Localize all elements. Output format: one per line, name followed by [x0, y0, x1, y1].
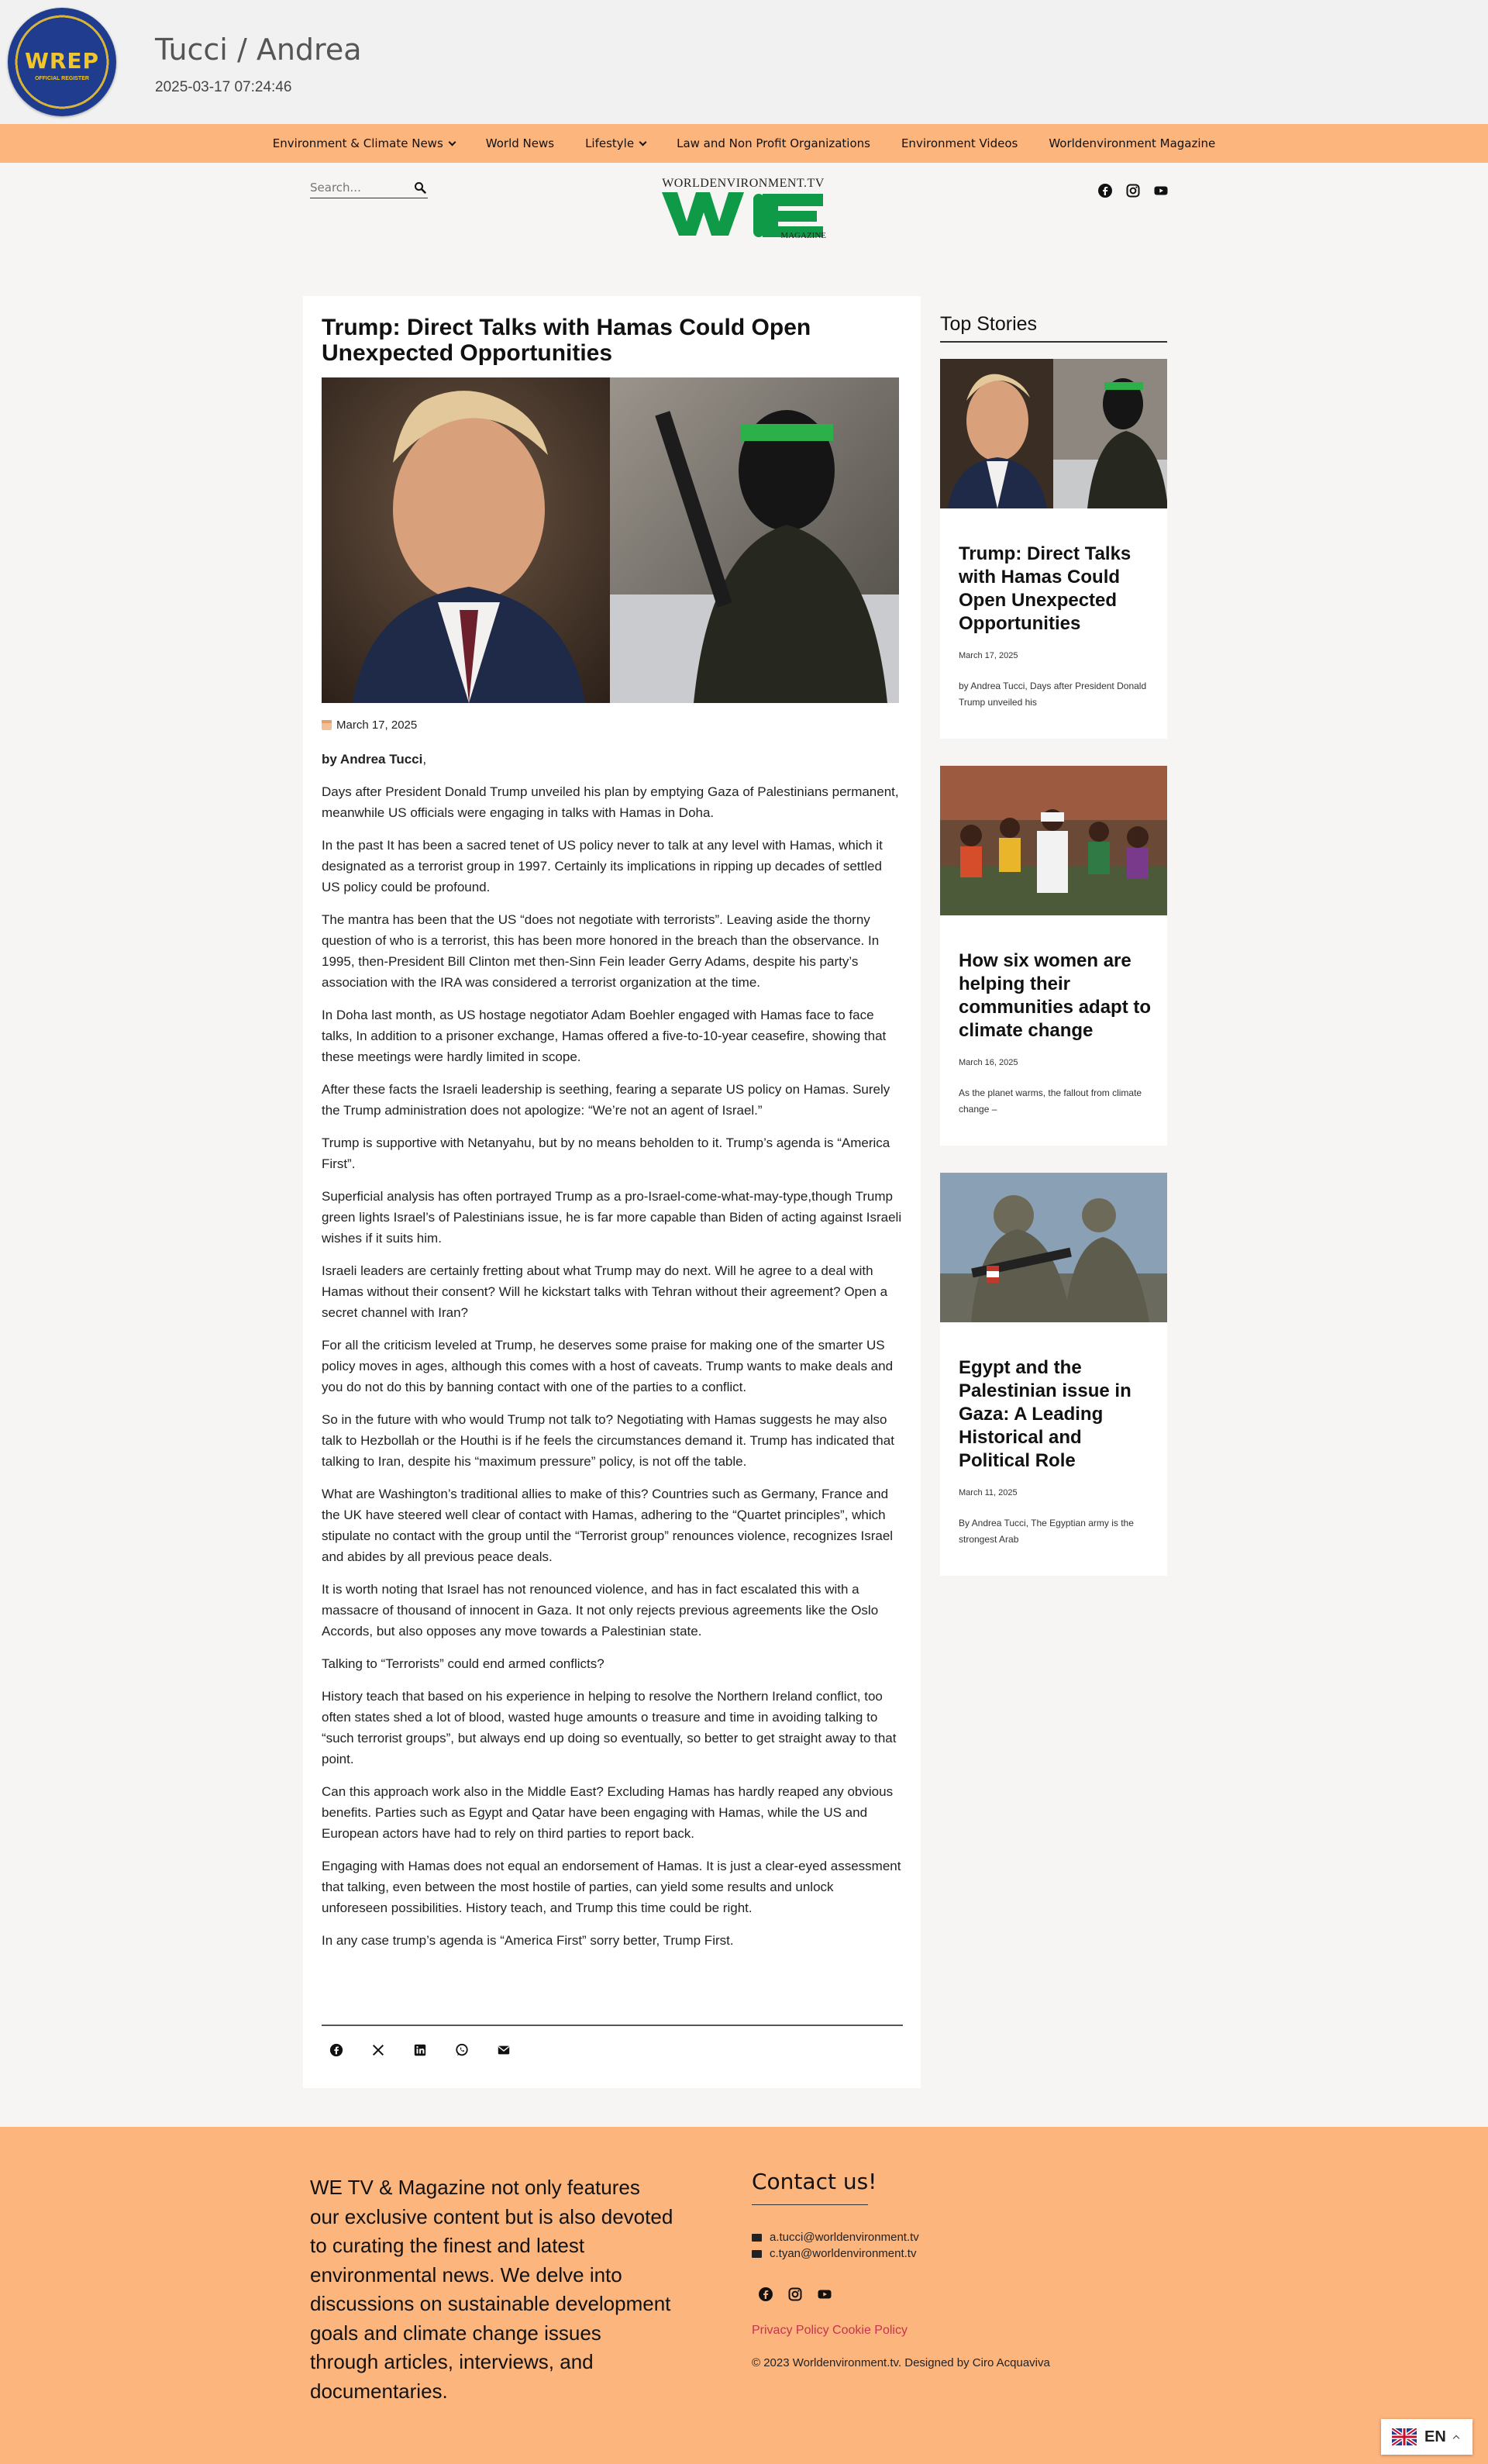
- x-icon[interactable]: [371, 2043, 385, 2057]
- nav-label: World News: [485, 136, 555, 150]
- copyright: © 2023 Worldenvironment.tv. Designed by Ciro Acquaviva: [752, 2356, 1050, 2369]
- user-name: Tucci / Andrea: [155, 33, 362, 67]
- article-paragraph: In any case trump’s agenda is “America First” sorry better, Trump First.: [322, 1933, 734, 1948]
- article-paragraph: What are Washington’s traditional allies to make of this? Countries such as Germany, France and the UK have steered well clear of contact with Hamas, adhering to the “Quartet principles”, which stipulate no contact with the group until the “Terrorist group” renounces violence, recognizes Israel and abides by all previous peace deals.: [322, 1487, 894, 1564]
- nav-label: Environment Videos: [901, 136, 1018, 150]
- article-paragraph: The mantra has been that the US “does not negotiate with terrorists”. Leaving aside the thorny question of who is a terrorist, this has been more honored in the breach than the observance. In 1995, then-President Bill Clinton met then-Sinn Fein leader Gerry Adams, despite his party’s association with the IRA was considered a terrorist organization at the time.: [322, 912, 880, 990]
- nav-label: Worldenvironment Magazine: [1049, 136, 1216, 150]
- top-story-image[interactable]: [940, 359, 1167, 508]
- footer: [0, 2127, 1488, 2464]
- nav-item-law-nonprofit[interactable]: [677, 136, 870, 150]
- main-nav: [0, 124, 1488, 163]
- nav-item-environment-climate-news[interactable]: [273, 136, 455, 150]
- top-story-date: March 11, 2025: [959, 1488, 1018, 1497]
- search-input[interactable]: [310, 178, 403, 197]
- article-paragraph: For all the criticism leveled at Trump, he deserves some praise for making one of the smarter US policy moves in ages, although this comes with a host of caveats. Trump wants to make deals and you do not do this by banning contact with one of the parties to a conflict.: [322, 1338, 894, 1394]
- top-story-date: March 17, 2025: [959, 651, 1018, 660]
- article-paragraph: In Doha last month, as US hostage negotiator Adam Boehler engaged with Hamas face to face talks, In addition to a prisoner exchange, Hamas offered a five-to-10-year ceasefire, showing that these meetings were hardly limited in scope.: [322, 1008, 887, 1064]
- whatsapp-icon[interactable]: [455, 2043, 469, 2057]
- nav-item-environment-videos[interactable]: [901, 136, 1018, 150]
- top-story-card[interactable]: [940, 359, 1167, 739]
- article-date: [322, 719, 417, 732]
- article-paragraph: Engaging with Hamas does not equal an endorsement of Hamas. It is just a clear-eyed assessment that talking, even between the most hostile of parties, can yield some results and unlock unforeseen possibilities. History teach, and Trump this time could be right.: [322, 1859, 901, 1915]
- share-bar: [329, 2043, 511, 2057]
- instagram-icon[interactable]: [787, 2287, 803, 2302]
- site-logo[interactable]: [660, 177, 826, 245]
- article-paragraph: Trump is supportive with Netanyahu, but by no means beholden to it. Trump’s agenda is “America First”.: [322, 1136, 890, 1171]
- article-title: Trump: Direct Talks with Hamas Could Open Unexpected Opportunities: [322, 315, 811, 366]
- top-story-excerpt: As the planet warms, the fallout from climate change –: [959, 1087, 1142, 1115]
- envelope-icon: [752, 2250, 762, 2258]
- article-paragraph: It is worth noting that Israel has not renounced violence, and has in fact escalated this with a massacre of thousand of innocent in Gaza. It not only rejects previous agreements like the Oslo Accords, but also opposes any move towards a Palestinian state.: [322, 1582, 879, 1639]
- article-paragraph: Talking to “Terrorists” could end armed conflicts?: [322, 1656, 604, 1671]
- sidebar-divider: [940, 341, 1167, 343]
- cookie-policy-link[interactable]: Cookie Policy: [832, 2324, 908, 2337]
- wrep-seal-logo: [8, 8, 116, 116]
- uk-flag-icon: [1392, 2428, 1417, 2445]
- contact-divider: [752, 2204, 868, 2205]
- search-box: [310, 178, 428, 198]
- share-divider: [322, 2025, 903, 2026]
- article-paragraph: So in the future with who would Trump not talk to? Negotiating with Hamas suggests he may also talk to Hezbollah or the Houthi is if he feels the circumstances demand it. Trump has indicated that talking to Iran, despite his “maximum pressure” policy, is not off the table.: [322, 1412, 894, 1469]
- seal-text: WREP: [24, 48, 100, 74]
- top-story-excerpt: By Andrea Tucci, The Egyptian army is the strongest Arab: [959, 1518, 1134, 1545]
- article-paragraph: Israeli leaders are certainly fretting about what Trump may do next. Will he agree to a deal with Hamas without their consent? Will he kickstart talks with Tehran without their agreement? Open a secret channel with Iran?: [322, 1263, 888, 1320]
- article-hero-image: [322, 377, 899, 703]
- privacy-policy-link[interactable]: Privacy Policy: [752, 2324, 829, 2337]
- search-icon[interactable]: [414, 181, 426, 194]
- top-story-excerpt: by Andrea Tucci, Days after President Donald Trump unveiled his: [959, 681, 1147, 708]
- footer-about: WE TV & Magazine not only features our exclusive content but is also devoted to curating the finest and latest environmental news. We delve into discussions on sustainable development goals and climate change issues through articles, interviews, and documentaries.: [310, 2176, 673, 2403]
- calendar-icon: [322, 720, 332, 730]
- article-paragraph: In the past It has been a sacred tenet of US policy never to talk at any level with Hamas, which it designated as a terrorist group in 1997. Certainly its implications in ripping up decades of settled US policy could be profound.: [322, 838, 883, 894]
- article-paragraph: History teach that based on his experience in helping to resolve the Northern Ireland conflict, too often states shed a lot of blood, wasted huge amounts o treasure and time in avoiding talking to “such terrorist groups”, but always end up doing so eventually, so better to get straight away to that point.: [322, 1689, 897, 1766]
- article-paragraph: Superficial analysis has often portrayed Trump as a pro-Israel-come-what-may-type,though Trump green lights Israel’s of Palestinians issue, he is far more capable than Biden of acting against Israeli wishes if it suits him.: [322, 1189, 902, 1246]
- footer-social: [758, 2287, 832, 2302]
- facebook-icon[interactable]: [758, 2287, 773, 2302]
- chevron-up-icon: [1453, 2435, 1459, 2442]
- top-story-title[interactable]: Egypt and the Palestinian issue in Gaza: A Leading Historical and Political Role: [959, 1357, 1132, 1471]
- nav-item-world-news[interactable]: [486, 136, 554, 150]
- logo-bottom-text: MAGAZINE: [780, 231, 826, 240]
- article-paragraph: Can this approach work also in the Middle East? Excluding Hamas has hardly reaped any obvious benefits. Parties such as Egypt and Qatar have been engaging with Hamas, while the US and European actors have had to rely on third parties to report back.: [322, 1784, 894, 1841]
- language-switcher[interactable]: [1381, 2419, 1472, 2455]
- policy-links: [752, 2324, 908, 2338]
- article-author-line: by Andrea Tucci,: [322, 752, 427, 767]
- top-story-card[interactable]: [940, 766, 1167, 1146]
- chevron-down-icon: [448, 138, 456, 146]
- chevron-down-icon: [639, 138, 647, 146]
- article: [303, 296, 921, 2088]
- envelope-icon: [752, 2234, 762, 2242]
- user-timestamp: 2025-03-17 07:24:46: [155, 79, 292, 95]
- nav-item-lifestyle[interactable]: [585, 136, 646, 150]
- email-link[interactable]: [752, 2231, 919, 2244]
- top-story-card[interactable]: [940, 1173, 1167, 1576]
- email-text: a.tucci@worldenvironment.tv: [770, 2231, 919, 2244]
- top-story-image[interactable]: [940, 766, 1167, 915]
- instagram-icon[interactable]: [1125, 183, 1141, 198]
- header-social: [1097, 183, 1169, 198]
- seal-subtext: OFFICIAL REGISTER: [35, 76, 89, 81]
- nav-label: Law and Non Profit Organizations: [677, 136, 870, 150]
- article-date-text: March 17, 2025: [336, 719, 418, 732]
- logo-top-text: WORLDENVIRONMENT.TV: [662, 177, 825, 190]
- top-story-image[interactable]: [940, 1173, 1167, 1322]
- linkedin-icon[interactable]: [413, 2043, 427, 2057]
- top-story-title[interactable]: Trump: Direct Talks with Hamas Could Open Unexpected Opportunities: [959, 543, 1132, 634]
- article-paragraph: Days after President Donald Trump unveiled his plan by emptying Gaza of Palestinians permanent, meanwhile US officials were engaging in talks with Hamas in Doha.: [322, 784, 899, 820]
- facebook-icon[interactable]: [329, 2043, 343, 2057]
- nav-item-magazine[interactable]: [1049, 136, 1215, 150]
- language-code: EN: [1424, 2428, 1446, 2445]
- youtube-icon[interactable]: [1153, 183, 1169, 198]
- nav-label: Lifestyle: [585, 136, 635, 150]
- email-text: c.tyan@worldenvironment.tv: [770, 2247, 917, 2260]
- user-header: [0, 0, 1488, 124]
- email-icon[interactable]: [497, 2043, 511, 2057]
- sidebar-heading: Top Stories: [940, 313, 1038, 335]
- article-body: [322, 749, 903, 1963]
- top-story-date: March 16, 2025: [959, 1058, 1018, 1067]
- facebook-icon[interactable]: [1097, 183, 1113, 198]
- youtube-icon[interactable]: [817, 2287, 832, 2302]
- email-link[interactable]: [752, 2247, 916, 2260]
- article-author[interactable]: by Andrea Tucci: [322, 752, 423, 767]
- contact-heading: Contact us!: [752, 2169, 877, 2194]
- top-story-title[interactable]: How six women are helping their communities adapt to climate change: [959, 950, 1152, 1041]
- nav-label: Environment & Climate News: [272, 136, 443, 150]
- article-paragraph: After these facts the Israeli leadership is seething, fearing a separate US policy on Hamas. Surely the Trump administration does not apologize: “We’re not an agent of Israel.”: [322, 1082, 890, 1118]
